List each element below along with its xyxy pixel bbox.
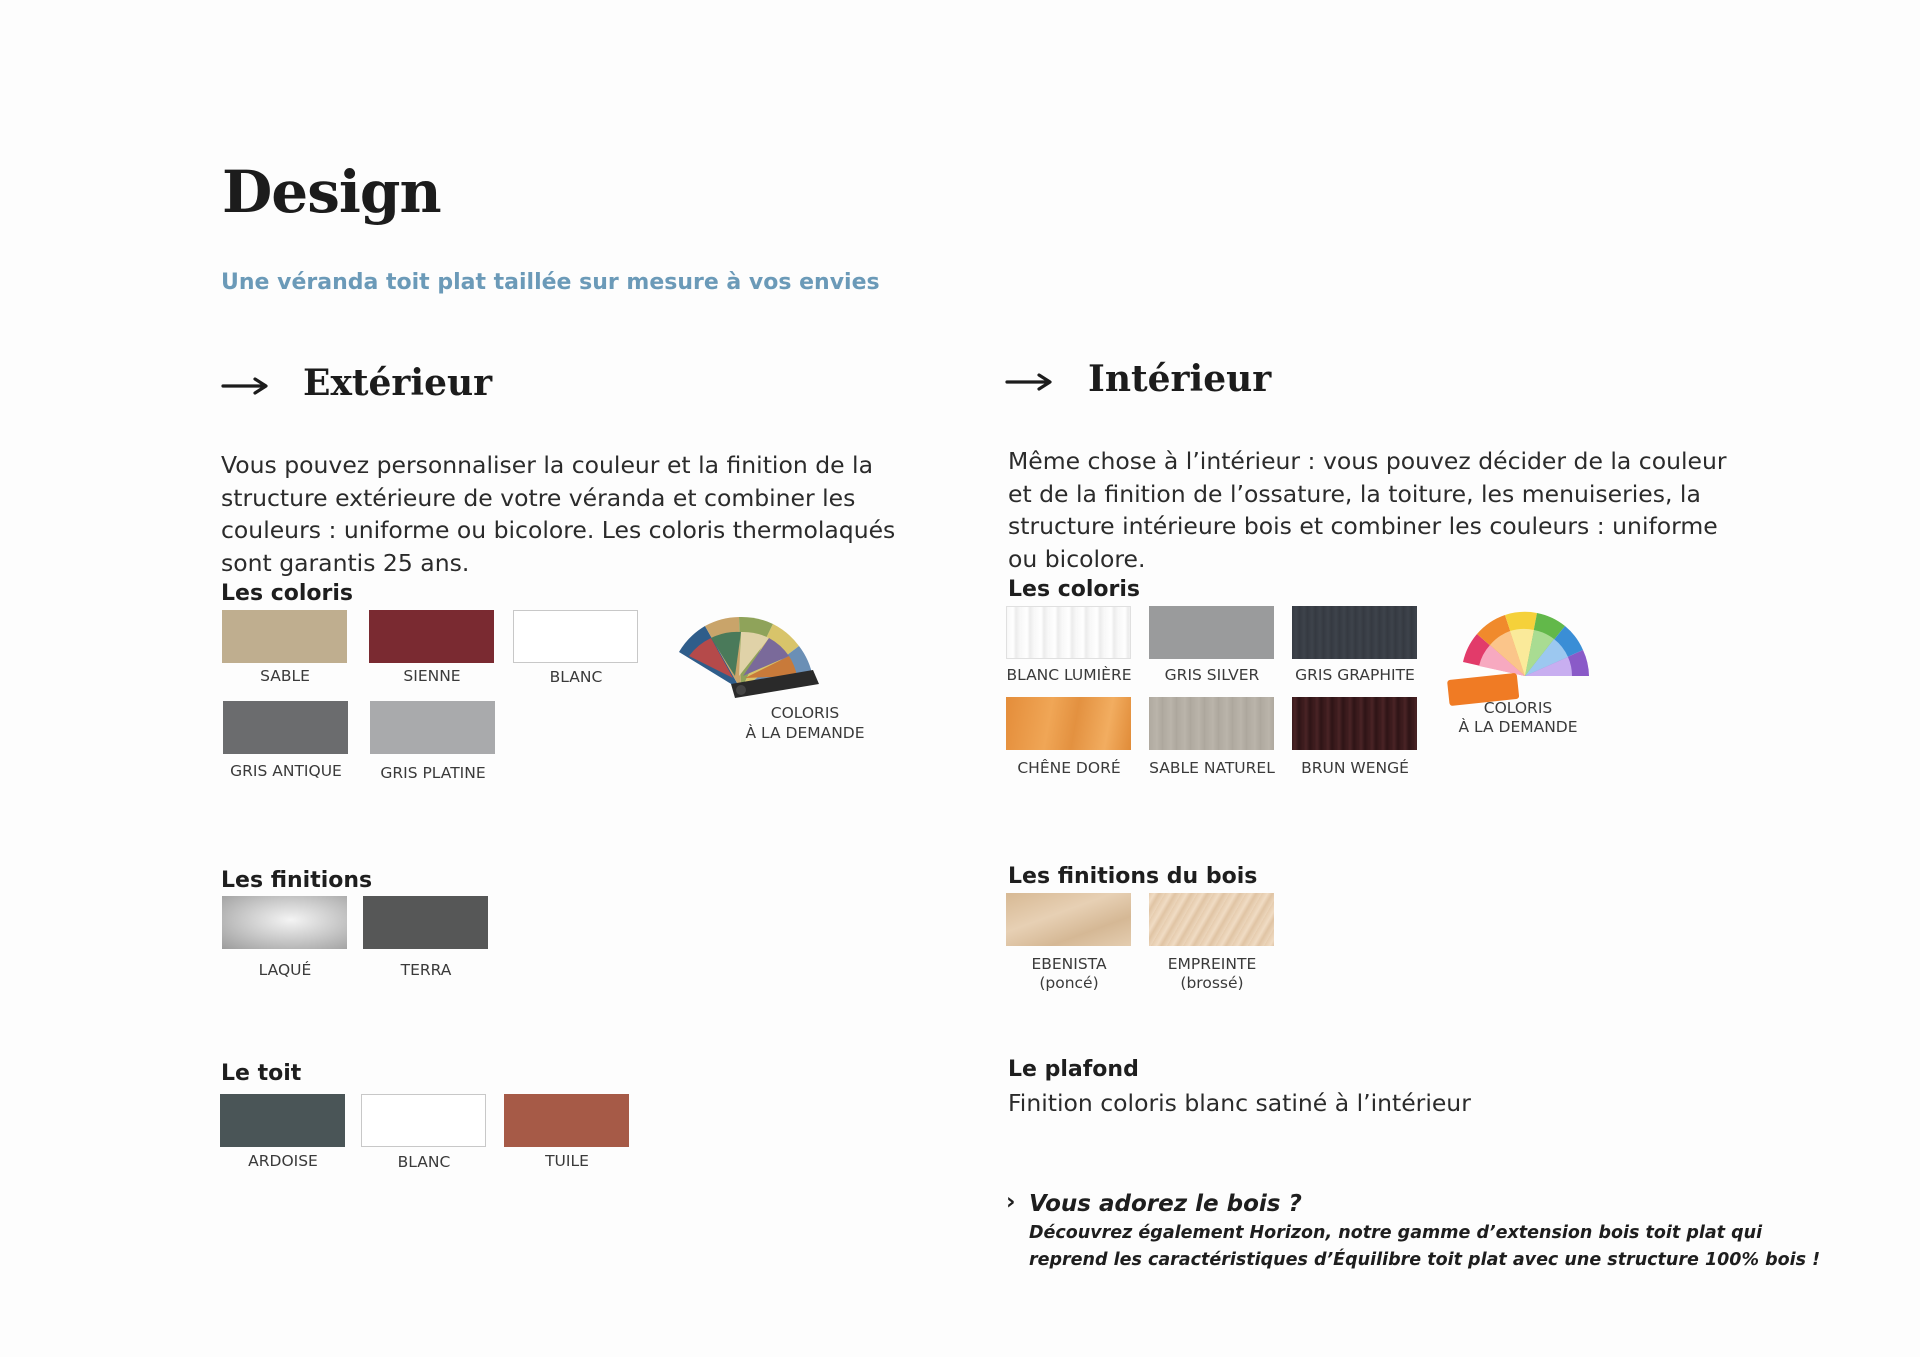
chevron-right-icon: › xyxy=(1006,1189,1016,1215)
demande-label-line2: À LA DEMANDE xyxy=(745,724,865,742)
swatch-label: BLANC xyxy=(397,1153,451,1171)
swatch-sublabel: (poncé) xyxy=(1039,974,1099,992)
swatch-sublabel: (brossé) xyxy=(1180,974,1244,992)
demande-label-line1: COLORIS xyxy=(770,704,840,722)
swatch-tuile[interactable] xyxy=(504,1094,652,1171)
swatch-label: CHÊNE DORÉ xyxy=(1017,759,1121,777)
swatch-label: GRIS SILVER xyxy=(1164,666,1260,684)
interieur-finitions-title: Les finitions du bois xyxy=(1008,864,1258,889)
section-title-interieur: Intérieur xyxy=(1088,358,1272,400)
swatch-label: EMPREINTE xyxy=(1167,955,1257,973)
swatch-brun-wenge[interactable] xyxy=(1292,697,1440,778)
swatch-label: ARDOISE xyxy=(248,1152,318,1170)
swatch-label: BLANC LUMIÈRE xyxy=(1006,666,1132,684)
note-text-line1: Découvrez également Horizon, notre gamme d’extension bois toit plat qui xyxy=(1029,1223,1763,1243)
swatch-label: GRIS ANTIQUE xyxy=(230,762,342,780)
interieur-coloris-title: Les coloris xyxy=(1008,577,1140,602)
plafond-title: Le plafond xyxy=(1008,1057,1139,1082)
arrow-right-icon xyxy=(1005,372,1055,392)
arrow-right-icon xyxy=(221,376,271,396)
swatch-terra[interactable] xyxy=(363,896,511,980)
swatch-blanc[interactable] xyxy=(513,610,661,687)
exterieur-coloris-title: Les coloris xyxy=(221,581,353,606)
demande-label-line2: À LA DEMANDE xyxy=(1458,718,1578,736)
toit-title: Le toit xyxy=(221,1061,302,1086)
swatch-label: GRIS GRAPHITE xyxy=(1295,666,1415,684)
color-fan-icon xyxy=(671,598,821,708)
swatch-label: BRUN WENGÉ xyxy=(1301,759,1409,777)
swatch-empreinte[interactable] xyxy=(1149,893,1297,993)
color-fan-icon xyxy=(1445,598,1595,708)
demande-label-line1: COLORIS xyxy=(1483,699,1553,717)
swatch-label: TUILE xyxy=(545,1152,589,1170)
swatch-label: EBENISTA xyxy=(1031,955,1107,973)
exterieur-intro: Vous pouvez personnaliser la couleur et la finition de la structure extérieure de votre véranda et combiner les couleurs : uniforme ou bicolore. Les coloris thermolaqués sont garantis 25 ans. xyxy=(221,451,896,577)
swatch-label: TERRA xyxy=(400,961,452,979)
interieur-intro: Même chose à l’intérieur : vous pouvez décider de la couleur et de la finition de l’ossature, la toiture, les menuiseries, la structure intérieure bois et combiner les couleurs : uniforme ou bicolore. xyxy=(1008,447,1727,573)
plafond-text: Finition coloris blanc satiné à l’intérieur xyxy=(1008,1089,1471,1117)
page-title: Design xyxy=(222,158,441,226)
note-title: Vous adorez le bois ? xyxy=(1029,1191,1302,1217)
swatch-gris-platine[interactable] xyxy=(370,701,518,783)
swatch-label: BLANC xyxy=(549,668,603,686)
swatch-label: SIENNE xyxy=(403,667,461,685)
swatch-label: SABLE xyxy=(260,667,310,685)
page-subtitle: Une véranda toit plat taillée sur mesure à vos envies xyxy=(221,270,880,295)
exterieur-finitions-title: Les finitions xyxy=(221,868,373,893)
swatch-label: SABLE NATUREL xyxy=(1149,759,1275,777)
swatch-label: GRIS PLATINE xyxy=(380,764,486,782)
note-text-line2: reprend les caractéristiques d’Équilibre toit plat avec une structure 100% bois ! xyxy=(1029,1250,1821,1270)
swatch-label: LAQUÉ xyxy=(258,961,312,979)
swatch-gris-graphite[interactable] xyxy=(1292,606,1440,685)
section-title-exterieur: Extérieur xyxy=(303,362,493,404)
